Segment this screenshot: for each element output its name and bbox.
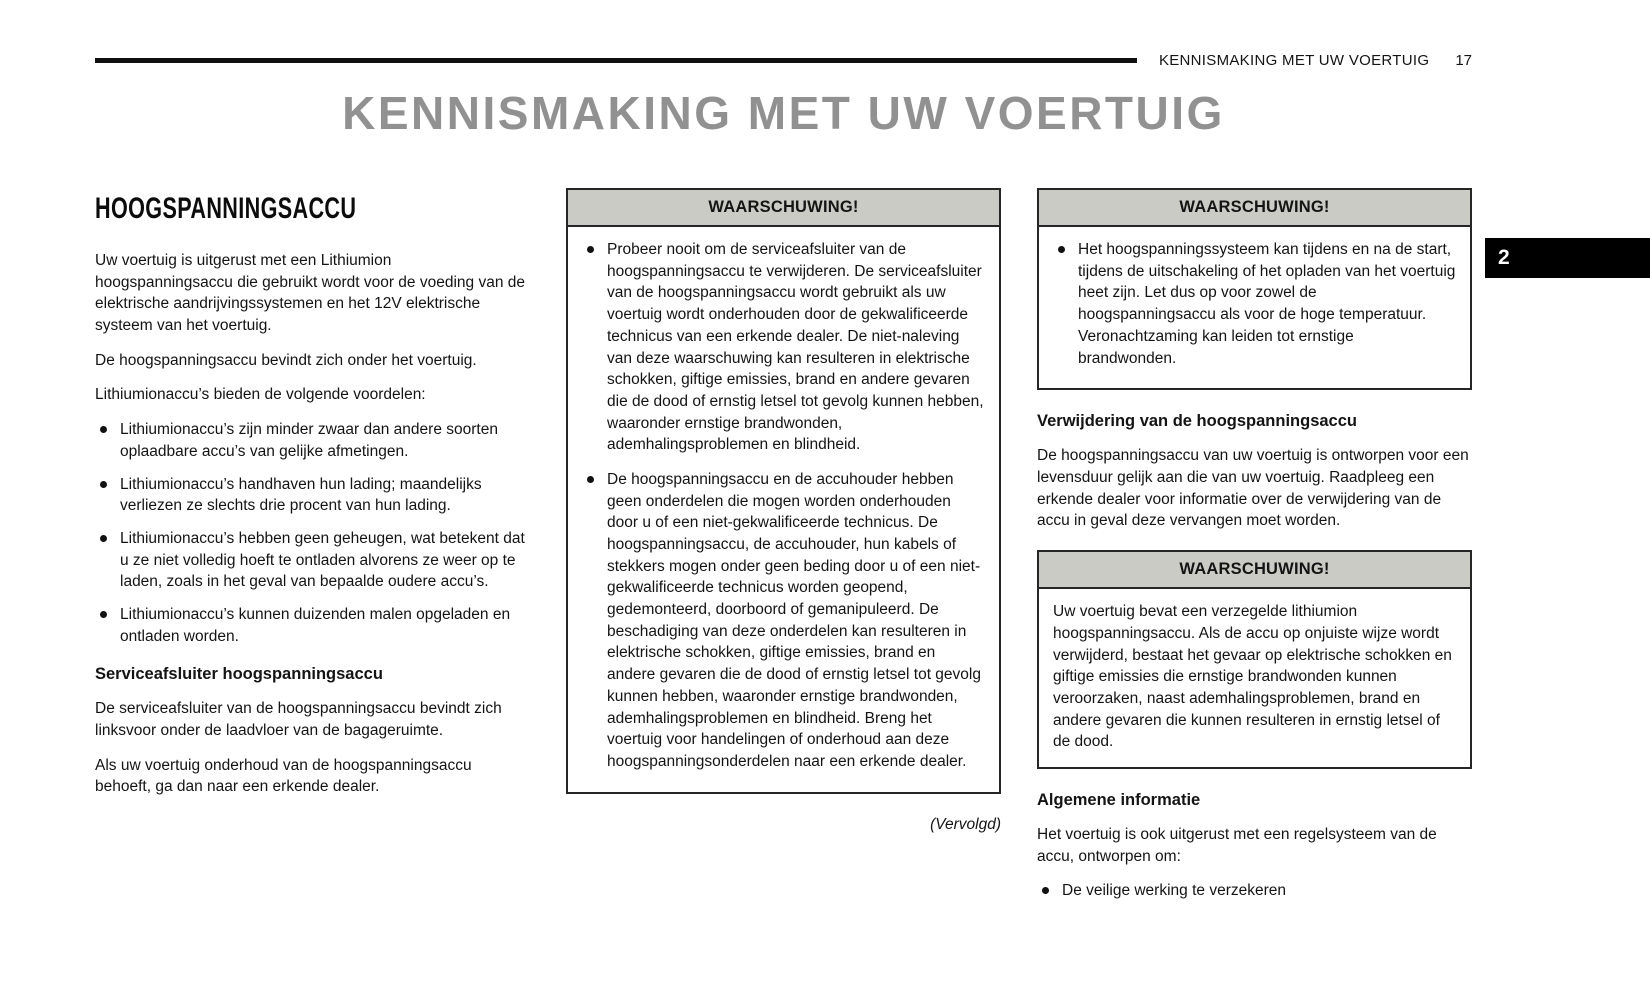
paragraph: Uw voertuig is uitgerust met een Lithiumion hoogspanningsaccu die gebruikt wordt voor de voeding van de elektrische aandrijvingssystemen en het 12V elektrische systeem van het voertuig. xyxy=(95,252,525,335)
list-item: De veilige werking te verzekeren xyxy=(1037,880,1472,902)
warning-box xyxy=(1037,550,1472,769)
paragraph: De hoogspanningsaccu van uw voertuig is ontworpen voor een levensduur gelijk aan die van uw voertuig. Raadpleeg een erkende dealer voor informatie over de verwijdering van de accu in geval deze vervangen moet worden. xyxy=(1037,447,1469,530)
section-tab xyxy=(1485,238,1650,278)
page-header xyxy=(95,48,1472,72)
warning-title: WAARSCHUWING! xyxy=(1039,552,1470,589)
column-middle xyxy=(566,188,1001,835)
list-item: Lithiumionaccu’s hebben geen geheugen, wat betekent dat u ze niet volledig hoeft te ontladen alvorens ze weer op te laden, zoals in het geval van bepaalde oudere accu’s. xyxy=(95,528,530,593)
section-heading: HOOGSPANNINGSACCU xyxy=(95,192,357,225)
paragraph: Het voertuig is ook uitgerust met een regelsysteem van de accu, ontworpen om: xyxy=(1037,826,1437,865)
list-item: De hoogspanningsaccu en de accuhouder hebben geen onderdelen die mogen worden onderhouden door u of een niet-gekwalificeerde technicus. De hoogspanningsaccu, de accuhouder, hun kabels of stekkers mogen onder geen beding door u of een niet-gekwalificeerde technicus worden geopend, gedemonteerd, doorboord of gemanipuleerd. De beschadiging van deze onderdelen kan resulteren in elektrische schokken, giftige emissies, brand en andere gevaren die de dood of ernstig letsel tot gevolg kunnen hebben, waaronder ernstige brandwonden, ademhalingsproblemen en blindheid. Breng het voertuig voor handelingen of onderhoud aan deze hoogspanningsonderdelen naar een erkende dealer. xyxy=(582,469,985,773)
general-info-list xyxy=(1037,880,1472,902)
warning-title: WAARSCHUWING! xyxy=(1039,190,1470,227)
paragraph: Lithiumionaccu’s bieden de volgende voordelen: xyxy=(95,386,426,404)
warning-body xyxy=(568,227,999,792)
warning-body xyxy=(1039,589,1470,767)
paragraph: Als uw voertuig onderhoud van de hoogspanningsaccu behoeft, ga dan naar een erkende dealer. xyxy=(95,756,472,796)
page-number: 17 xyxy=(1455,51,1472,69)
column-left xyxy=(95,188,530,811)
section-tab-number: 2 xyxy=(1498,246,1510,269)
subsection-heading: Algemene informatie xyxy=(1037,790,1201,809)
running-title: KENNISMAKING MET UW VOERTUIG xyxy=(1158,51,1430,69)
subsection-heading: Serviceafsluiter hoogspanningsaccu xyxy=(95,665,383,684)
continued-note: (Vervolgd) xyxy=(930,815,1001,833)
content-columns xyxy=(95,188,1472,916)
warning-text: Uw voertuig bevat een verzegelde lithiumion hoogspanningsaccu. Als de accu op onjuiste wijze wordt verwijderd, bestaat het gevaar op elektrische schokken en giftige emissies die ernstige brandwonden kunnen veroorzaken, naast ademhalingsproblemen, brand en andere gevaren die kunnen resulteren in ernstig letsel of de dood. xyxy=(1053,603,1452,751)
column-right xyxy=(1037,188,1472,916)
paragraph: De hoogspanningsaccu bevindt zich onder het voertuig. xyxy=(95,351,477,369)
warning-box xyxy=(566,188,1001,794)
list-item: Lithiumionaccu’s zijn minder zwaar dan andere soorten oplaadbare accu’s van gelijke afmetingen. xyxy=(95,419,530,462)
page-title: KENNISMAKING MET UW VOERTUIG xyxy=(342,87,1225,139)
subsection-heading: Verwijdering van de hoogspanningsaccu xyxy=(1037,412,1357,431)
warning-body xyxy=(1039,227,1470,388)
warning-title: WAARSCHUWING! xyxy=(568,190,999,227)
warning-box xyxy=(1037,188,1472,390)
warning-list xyxy=(1053,239,1456,369)
list-item: Probeer nooit om de serviceafsluiter van de hoogspanningsaccu te verwijderen. De serviceafsluiter van de hoogspanningsaccu wordt gebruikt als uw voertuig wordt onderhouden door de gekwalificeerde technicus van een erkende dealer. De niet-naleving van deze waarschuwing kan resulteren in elektrische schokken, giftige emissies, brand en andere gevaren die de dood of ernstig letsel tot gevolg kunnen hebben, waaronder ernstige brandwonden, ademhalingsproblemen en blindheid. xyxy=(582,239,985,456)
header-rule xyxy=(95,58,1137,63)
list-item: Lithiumionaccu’s handhaven hun lading; maandelijks verliezen ze slechts drie procent van hun lading. xyxy=(95,474,530,517)
list-item: Lithiumionaccu’s kunnen duizenden malen opgeladen en ontladen worden. xyxy=(95,604,530,647)
list-item: Het hoogspanningssysteem kan tijdens en na de start, tijdens de uitschakeling of het opladen van het voertuig heet zijn. Let dus op voor zowel de hoogspanningsaccu als voor de hoge temperatuur. Veronachtzaming kan leiden tot ernstige brandwonden. xyxy=(1053,239,1456,369)
benefits-list xyxy=(95,419,530,647)
warning-list xyxy=(582,239,985,773)
paragraph: De serviceafsluiter van de hoogspanningsaccu bevindt zich linksvoor onder de laadvloer van de bagageruimte. xyxy=(95,700,502,740)
